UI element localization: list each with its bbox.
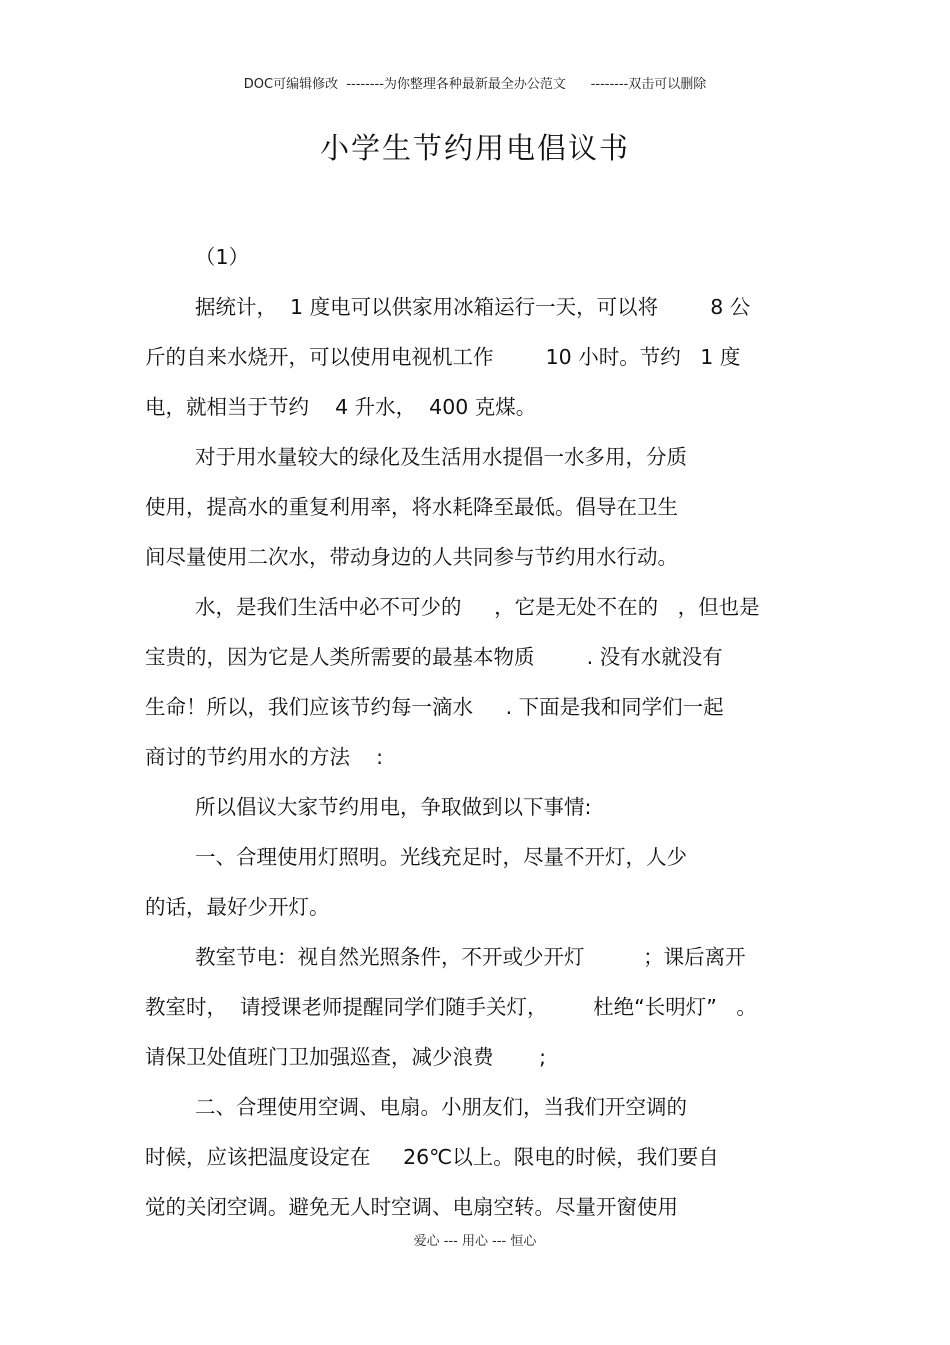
paragraph-line: （1）	[195, 245, 250, 269]
paragraph-line: 教室时， 请授课老师提醒同学们随手关灯， 杜绝“长明灯” 。	[145, 995, 757, 1019]
paragraph-line: 所以倡议大家节约用电，争取做到以下事情:	[195, 795, 592, 819]
paragraph-line: 对于用水量较大的绿化及生活用水提倡一水多用，分质	[195, 445, 687, 469]
paragraph-line: 觉的关闭空调。避免无人时空调、电扇空转。尽量开窗使用	[145, 1195, 678, 1219]
paragraph-line: 请保卫处值班门卫加强巡查，减少浪费 ;	[145, 1045, 547, 1069]
page-header: DOC可编辑修改 --------为你整理各种最新最全办公范文 --------双击可以删除	[243, 77, 707, 92]
paragraph-line: 教室节电：视自然光照条件，不开或少开灯 ；课后离开	[195, 945, 746, 969]
paragraph-line: 水，是我们生活中必不可少的 ，它是无处不在的 ，但也是	[195, 595, 760, 619]
paragraph-line: 据统计， 1 度电可以供家用冰箱运行一天，可以将 8 公	[195, 295, 751, 319]
page-footer: 爱心 --- 用心 --- 恒心	[413, 1234, 537, 1249]
paragraph-line: 生命！所以，我们应该节约每一滴水 . 下面是我和同学们一起	[145, 695, 724, 719]
paragraph-line: 电，就相当于节约 4 升水， 400 克煤。	[145, 395, 537, 419]
paragraph-line: 的话，最好少开灯。	[145, 895, 330, 919]
paragraph-line: 斤的自来水烧开，可以使用电视机工作 10 小时。节约 1 度	[145, 345, 741, 369]
paragraph-line: 间尽量使用二次水，带动身边的人共同参与节约用水行动。	[145, 545, 678, 569]
document-title: 小学生节约用电倡议书	[319, 131, 630, 165]
paragraph-line: 宝贵的，因为它是人类所需要的最基本物质 . 没有水就没有	[145, 645, 723, 669]
paragraph-line: 使用，提高水的重复利用率，将水耗降至最低。倡导在卫生	[145, 495, 678, 519]
paragraph-line: 时候，应该把温度设定在 26℃以上。限电的时候，我们要自	[145, 1145, 719, 1169]
paragraph-line: 一、合理使用灯照明。光线充足时，尽量不开灯，人少	[195, 845, 687, 869]
paragraph-line: 商讨的节约用水的方法 :	[145, 745, 383, 769]
paragraph-line: 二、合理使用空调、电扇。小朋友们，当我们开空调的	[195, 1095, 687, 1119]
